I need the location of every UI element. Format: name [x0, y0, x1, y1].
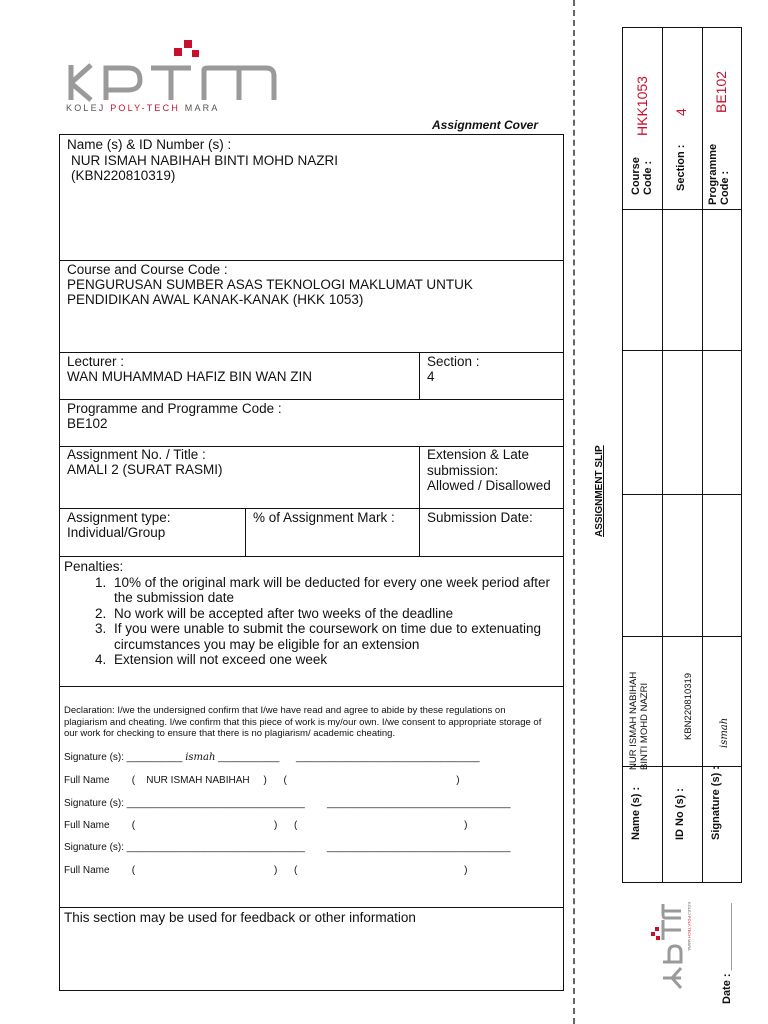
section-label: Section :: [427, 354, 480, 369]
penalties-title: Penalties:: [64, 559, 124, 574]
slip-signature-label: Signature (s) :: [710, 766, 722, 840]
small-logo-caption: KOLEJ POLY-TECH MARA: [687, 902, 692, 951]
slip-id-label: ID No (s) :: [674, 788, 686, 840]
percent-mark-label: % of Assignment Mark :: [253, 510, 395, 525]
slip-name-value: NUR ISMAH NABIHAH BINTI MOHD NAZRI: [628, 671, 650, 770]
course-label: Course and Course Code :: [67, 262, 228, 277]
declaration-text: Declaration: I/we the undersigned confirm that I/we have read and agree to abide by these regulations on plagiarism and cheating. I/we confirm that this piece of work is my/our own. I/we consent to appropriate storage of our work for checking to ensure that there is no plagiarism/ academic cheating.: [64, 705, 542, 739]
slip-programme-label: Programme Code :: [707, 143, 731, 205]
slip-programme-value: BE102: [713, 70, 729, 113]
signature-row-2: Signature (s): ________________________________ _________________________________: [64, 798, 511, 809]
section-value: 4: [427, 369, 435, 384]
extension-line-1: Extension & Late: [427, 447, 530, 462]
course-line-2: PENDIDIKAN AWAL KANAK-KANAK (HKK 1053): [67, 292, 364, 307]
full-name-row-1: Full Name ( NUR ISMAH NABIHAH ) ( ): [64, 775, 460, 786]
assignment-cover-title: Assignment Cover: [432, 118, 539, 132]
assignment-slip: [622, 27, 742, 883]
slip-name-label: Name (s) :: [630, 786, 642, 840]
lecturer-name: WAN MUHAMMAD HAFIZ BIN WAN ZIN: [67, 369, 312, 384]
penalties-section: [64, 559, 554, 668]
extension-line-2: submission:: [427, 463, 499, 478]
slip-course-code-label: Course Code :: [630, 157, 654, 195]
penalty-item: 1. 10% of the original mark will be deducted for every one week period after the submission date: [110, 575, 554, 606]
assignment-label: Assignment No. / Title :: [67, 447, 206, 462]
slip-section-value: 4: [673, 108, 689, 116]
course-line-1: PENGURUSAN SUMBER ASAS TEKNOLOGI MAKLUMAT UNTUK: [67, 277, 473, 292]
lecturer-label: Lecturer :: [67, 354, 125, 369]
signature-row-3: Signature (s): ________________________________ _________________________________: [64, 842, 511, 853]
student-name: NUR ISMAH NABIHAH BINTI MOHD NAZRI: [71, 153, 339, 168]
signature-row-1: Signature (s): __________ ismah ___________ _________________________________: [64, 752, 480, 763]
kptm-logo-small: [651, 900, 691, 980]
assignment-cover-form: [59, 134, 564, 991]
signature-1: ismah: [185, 752, 216, 763]
programme-label: Programme and Programme Code :: [67, 401, 282, 416]
name-id-label: Name (s) & ID Number (s) :: [67, 137, 232, 152]
cut-line: [573, 0, 575, 1024]
feedback-note: This section may be used for feedback or other information: [64, 910, 416, 925]
penalty-item: 3. If you were unable to submit the coursework on time due to extenuating circumstances you may be eligible for an extension: [110, 621, 554, 652]
assignment-title: AMALI 2 (SURAT RASMI): [67, 462, 223, 477]
slip-course-code-value: HKK1053: [634, 76, 650, 136]
slip-section-label: Section :: [675, 144, 687, 191]
penalty-item: 4. Extension will not exceed one week: [110, 652, 554, 668]
penalties-list: [64, 575, 554, 668]
assignment-type-label: Assignment type:: [67, 510, 171, 525]
penalty-item: 2. No work will be accepted after two weeks of the deadline: [110, 606, 554, 622]
assignment-type-value: Individual/Group: [67, 525, 166, 540]
logo-subtitle: KOLEJ POLY-TECH MARA: [66, 103, 220, 113]
full-name-row-3: Full Name ( ) ( ): [64, 865, 468, 876]
slip-date: Date : ___________: [721, 903, 733, 1004]
slip-signature-value: ismah: [719, 717, 730, 748]
full-name-row-2: Full Name ( ) ( ): [64, 820, 468, 831]
student-id: (KBN220810319): [71, 168, 176, 183]
extension-line-3: Allowed / Disallowed: [427, 478, 551, 493]
slip-id-value: KBN220810319: [683, 672, 694, 740]
assignment-slip-title: ASSIGNMENT SLIP: [594, 445, 605, 537]
submission-date-label: Submission Date:: [427, 510, 533, 525]
programme-code: BE102: [67, 416, 108, 431]
